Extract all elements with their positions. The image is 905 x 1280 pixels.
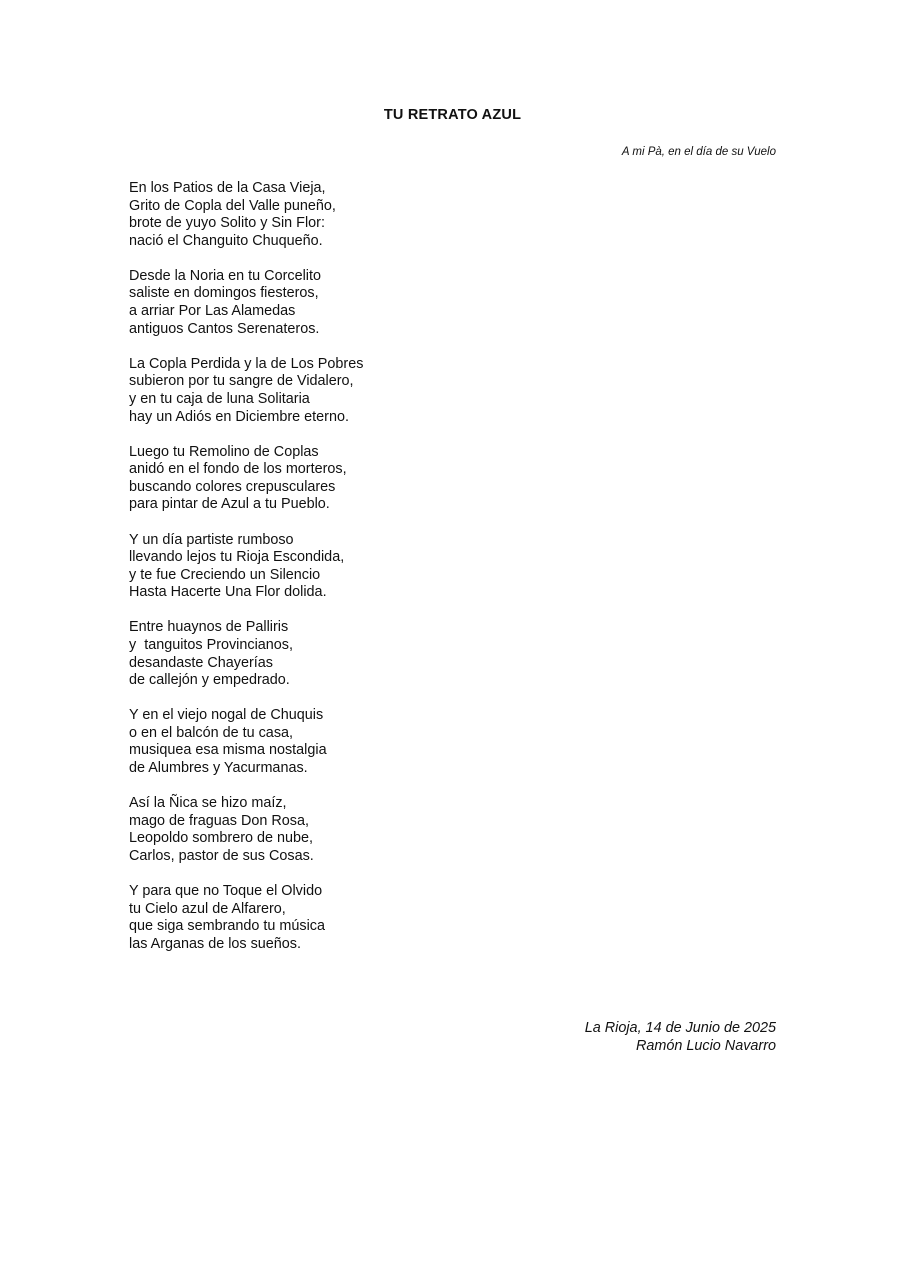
poem-line: tu Cielo azul de Alfarero,: [129, 900, 286, 917]
poem-line: Entre huaynos de Palliris: [129, 619, 289, 636]
dedication: A mi Pà, en el día de su Vuelo: [621, 146, 776, 158]
poem-line: Luego tu Remolino de Coplas: [129, 443, 319, 460]
stanza: [129, 883, 769, 953]
poem-line: musiquea esa misma nostalgia: [129, 742, 327, 759]
poem-line: nació el Changuito Chuqueño.: [129, 232, 323, 249]
stanza: [129, 356, 769, 426]
author-name: Ramón Lucio Navarro: [636, 1037, 776, 1054]
poem-line: hay un Adiós en Diciembre eterno.: [129, 408, 349, 425]
poem-line: En los Patios de la Casa Vieja,: [129, 180, 326, 196]
stanza: [129, 619, 769, 689]
poem-line: desandaste Chayerías: [129, 654, 273, 671]
stanza: [129, 444, 769, 514]
poem-line: Así la Ñica se hizo maíz,: [129, 795, 287, 812]
poem-line: y te fue Creciendo un Silencio: [129, 566, 321, 583]
poem-line: saliste en domingos fiesteros,: [129, 285, 319, 302]
poem-line: y en tu caja de luna Solitaria: [129, 390, 310, 407]
poem-line: Hasta Hacerte Una Flor dolida.: [129, 584, 327, 601]
poem-line: Y en el viejo nogal de Chuquis: [129, 707, 324, 724]
place-date: La Rioja, 14 de Junio de 2025: [584, 1020, 776, 1036]
poem-body: [129, 180, 769, 971]
poem-line: Y un día partiste rumboso: [129, 531, 294, 548]
poem-line: Leopoldo sombrero de nube,: [129, 830, 314, 847]
poem-line: de callejón y empedrado.: [129, 672, 290, 689]
poem-line: subieron por tu sangre de Vidalero,: [129, 373, 354, 390]
poem-line: las Arganas de los sueños.: [129, 935, 301, 952]
poem-line: Carlos, pastor de sus Cosas.: [129, 847, 314, 864]
signature-block: [585, 1020, 776, 1055]
poem-line: buscando colores crepusculares: [129, 478, 336, 495]
poem-line: que siga sembrando tu música: [129, 918, 325, 935]
poem-line: o en el balcón de tu casa,: [129, 724, 294, 741]
poem-title: TU RETRATO AZUL: [383, 107, 522, 123]
poem-line: Grito de Copla del Valle puneño,: [129, 197, 336, 214]
poem-line: de Alumbres y Yacurmanas.: [129, 760, 308, 777]
stanza: [129, 268, 769, 338]
poem-line: La Copla Perdida y la de Los Pobres: [129, 355, 364, 372]
poem-line: anidó en el fondo de los morteros,: [129, 461, 347, 478]
poem-line: a arriar Por Las Alamedas: [129, 303, 296, 320]
poem-line: mago de fraguas Don Rosa,: [129, 812, 309, 829]
poem-line: para pintar de Azul a tu Pueblo.: [129, 496, 330, 513]
stanza: [129, 795, 769, 865]
stanza: [129, 180, 769, 250]
poem-line: llevando lejos tu Rioja Escondida,: [129, 549, 345, 566]
poem-line: y tanguitos Provincianos,: [129, 636, 293, 653]
poem-line: antiguos Cantos Serenateros.: [129, 320, 320, 337]
poem-line: Desde la Noria en tu Corcelito: [129, 267, 321, 284]
stanza: [129, 707, 769, 777]
stanza: [129, 532, 769, 602]
poem-line: brote de yuyo Solito y Sin Flor:: [129, 215, 325, 232]
poem-line: Y para que no Toque el Olvido: [129, 883, 323, 899]
